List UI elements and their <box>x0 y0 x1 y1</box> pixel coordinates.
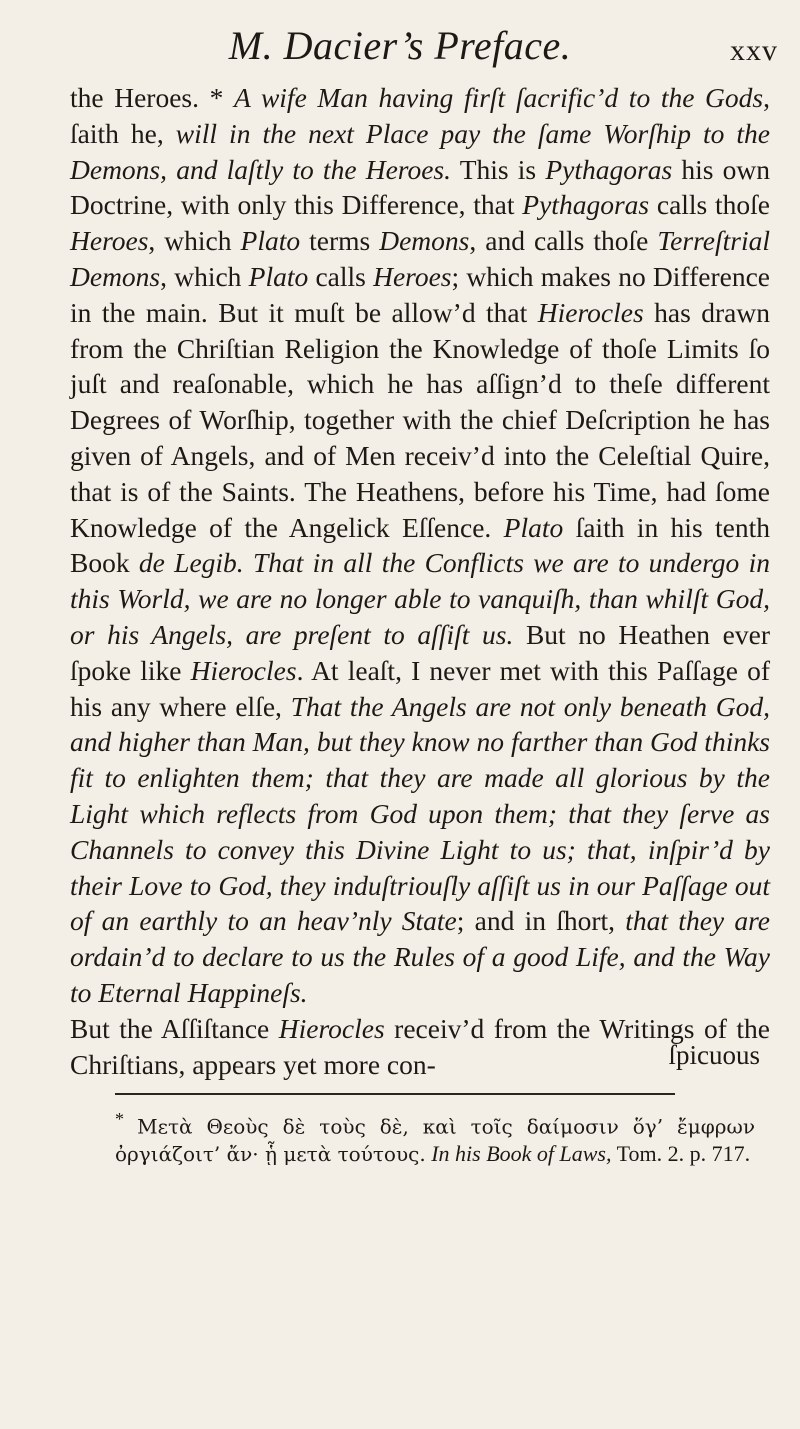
text-run: This is <box>451 153 546 185</box>
italic-run: Heroes <box>70 225 149 257</box>
text-run: calls thoſe <box>649 189 770 221</box>
italic-run: Plato <box>240 225 301 257</box>
text-run: his own Doctrine, with only this Difference, that <box>70 153 770 221</box>
text-run: ; which makes no Difference in the main. But it muſt be allow’d that <box>70 260 770 328</box>
italic-run: Pythagoras <box>522 189 650 221</box>
text-run: receiv’d from the Writings of the Chriſtians, appears yet more con- <box>70 1012 770 1080</box>
italic-run: A wife Man having firſt ſacrific’d to the Gods <box>234 82 764 113</box>
paragraph-2 <box>70 1011 770 1083</box>
footnote-rule <box>115 1093 675 1095</box>
italic-run: Hierocles <box>537 296 644 328</box>
footnote-citation-italic: In his Book of Laws, <box>425 1141 612 1167</box>
text-run: But no Heathen ever ſpoke like <box>70 618 770 686</box>
italic-run: Plato <box>503 511 564 543</box>
running-head: M. Dacier’s Preface. <box>228 23 572 68</box>
italic-run: Plato <box>248 260 309 292</box>
italic-run: Hierocles <box>278 1012 385 1044</box>
text-run: But the Aſſiſtance <box>70 1012 279 1044</box>
italic-run: that they are ordain’d to declare to us the Rules of a good Life, and the Way to Eternal Happineſs. <box>70 905 770 1008</box>
italic-run: Heroes <box>373 260 452 292</box>
text-run: calls <box>308 260 374 292</box>
text-run: . At leaſt, I never met with this Paſſage of his any where elſe, <box>70 654 770 722</box>
footnote-reference: * <box>209 82 235 113</box>
italic-run: That the Angels are not only beneath God, and higher than Man, but they know no farther than God thinks fit to enlighten them; that they are made all glorious by the Light which reflects from God upon them; that they ſerve as Channels to convey this Divine Light to us; that, inſpir’d by their Love to God, they induſtriouſly aſſiſt us in our Paſſage out of an earthly to an heav’nly State <box>70 690 771 937</box>
text-run: the Heroes. <box>70 82 210 113</box>
page-header <box>0 10 800 80</box>
text-run: terms <box>300 225 380 257</box>
footnote-mark: * <box>115 1109 124 1129</box>
paragraph-1 <box>70 80 770 1011</box>
catchword: ſpicuous <box>668 1040 760 1070</box>
italic-run: Terreſtrial Demons <box>70 225 770 292</box>
italic-run: de Legib. That in all the Conflicts we are to undergo in this World, we are no longer able to vanquiſh, than whilſt God, or his Angels, are preſent to aſſiſt us. <box>70 547 770 650</box>
page-number: xxv <box>730 34 778 67</box>
italic-run: will in the next Place pay the ſame Worſhip to the Demons, and laſtly to the Heroes. <box>70 117 770 185</box>
text-run: , which <box>148 225 241 257</box>
footnote <box>115 1106 755 1168</box>
text-run: , which <box>160 260 249 292</box>
main-text <box>70 80 770 1082</box>
italic-run: Hierocles <box>190 654 297 686</box>
footnote-citation: Tom. 2. p. 717. <box>611 1141 751 1167</box>
text-run: ; and in ſhort, <box>456 905 626 937</box>
footnote-greek-quote: Μετὰ Θεοὺς δὲ τοὺς δὲ, καὶ τοῖς δαίμοσιν ὅγ’ ἔμφρων ὀργιάζοιτ’ ἄν· ᾗ μετὰ τούτους. <box>115 1114 756 1167</box>
italic-run: Pythagoras <box>545 153 673 185</box>
italic-run: Demons <box>379 225 470 257</box>
text-run: ſaith in his tenth Book <box>70 511 770 579</box>
text-run: has drawn from the Chriſtian Religion the Knowledge of thoſe Limits ſo juſt and reaſonable, which he has aſſign’d to theſe different Degrees of Worſhip, together with the chief Deſcription he has given of Angels, and of Men receiv’d into the Celeſtial Quire, that is of the Saints. The Heathens, before his Time, had ſome Knowledge of the Angelick Eſſence. <box>70 296 770 543</box>
text-run: , and calls thoſe <box>469 225 658 257</box>
text-run: , ſaith he, <box>70 82 770 149</box>
